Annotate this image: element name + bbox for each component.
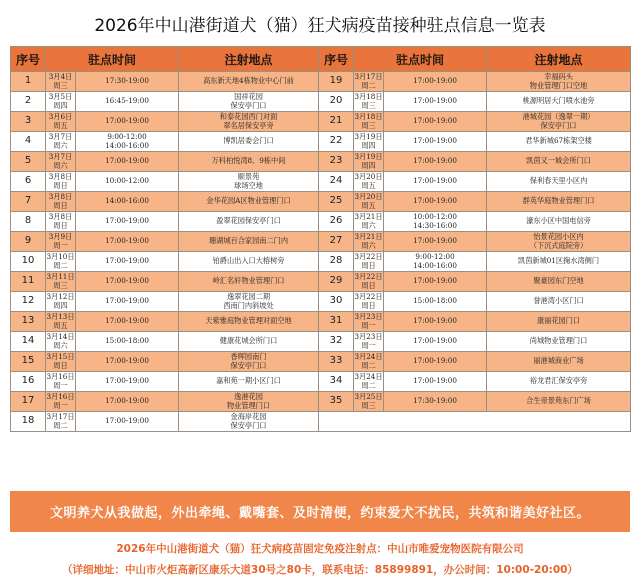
- header-time-right: 驻点时间: [354, 47, 487, 72]
- row-place: 幸福码头 物业管理门口空地: [487, 72, 631, 92]
- row-date: 3月19日 周四: [354, 132, 383, 150]
- row-date: 3月20日 周五: [354, 192, 383, 210]
- row-time: 17:00-19:00: [76, 252, 179, 272]
- row-time: 16:45-19:00: [76, 92, 179, 112]
- row-date: 3月21日 周六: [354, 212, 383, 230]
- row-place: 健康花城会所门口: [179, 332, 319, 352]
- row-place: 高东新天地4栋物业中心门前: [179, 72, 319, 92]
- table-row: [11, 392, 631, 412]
- row-time: 9:00-12:00 14:00-16:00: [384, 252, 487, 272]
- row-place: 濠东小区中国电信旁: [487, 212, 631, 232]
- header-place-left: 注射地点: [179, 47, 319, 72]
- row-number: 12: [11, 292, 46, 312]
- row-number: 26: [319, 212, 354, 232]
- row-place: 群英华庭物业管理门口: [487, 192, 631, 212]
- row-date: 3月8日 周日: [46, 212, 76, 232]
- row-place: 港城花园（逸翠一期） 保安亭门口: [487, 112, 631, 132]
- row-number: 10: [11, 252, 46, 272]
- table-row: [11, 92, 631, 112]
- row-date: 3月12日 周四: [46, 292, 75, 310]
- row-date: 3月8日 周日: [46, 192, 76, 212]
- row-date: 3月7日 周六: [46, 152, 76, 172]
- row-number: 22: [319, 132, 354, 152]
- row-date: 3月16日 周一: [46, 372, 75, 390]
- header-no-right: 序号: [319, 47, 354, 72]
- row-place: 盈翠花园保安亭门口: [179, 212, 319, 232]
- row-time: 17:00-19:00: [76, 352, 179, 372]
- row-place: 万科柏悦湾8、9栋中间: [179, 152, 319, 172]
- row-date: 3月8日 周日: [46, 172, 76, 192]
- row-time: 17:00-19:00: [76, 372, 179, 392]
- row-number: 9: [11, 232, 46, 252]
- empty-cell: [319, 412, 631, 432]
- row-time: 15:00-18:00: [76, 332, 179, 352]
- row-date: 3月16日 周一: [46, 392, 75, 410]
- row-date: 3月22日 周日: [354, 292, 383, 310]
- row-date: 3月20日 周五: [354, 172, 383, 190]
- row-date: 3月11日 周三: [46, 272, 75, 290]
- table-row: [11, 312, 631, 332]
- row-place: 誉港湾小区门口: [487, 292, 631, 312]
- row-date: 3月23日 周一: [354, 312, 383, 330]
- row-place: 君华新城67栋架空楼: [487, 132, 631, 152]
- row-place: 铂爵山出入口大榕树旁: [179, 252, 319, 272]
- row-time: 10:00-12:00 14:30-16:00: [384, 212, 487, 232]
- row-number: 30: [319, 292, 354, 312]
- row-number: 24: [319, 172, 354, 192]
- footer-address-line: （详细地址：中山市火炬高新区康乐大道30号之80卡，联系电话：85899891，办公时间：10:00-20:00）: [62, 564, 578, 576]
- row-time: 17:00-19:00: [384, 172, 487, 192]
- row-place: 怡景花园小区内 （下沉式庭院旁）: [487, 232, 631, 252]
- row-number: 2: [11, 92, 46, 112]
- row-date: 3月10日 周二: [46, 252, 75, 270]
- row-date: 3月24日 周二: [354, 372, 383, 390]
- row-number: 32: [319, 332, 354, 352]
- row-time: 17:00-19:00: [76, 412, 179, 432]
- row-date: 3月17日 周二: [46, 412, 75, 430]
- row-time: 17:00-19:00: [384, 312, 487, 332]
- row-time: 17:00-19:00: [384, 272, 487, 292]
- row-place: 岭汇名轩物业管理门口: [179, 272, 319, 292]
- table-row: [11, 172, 631, 192]
- table-row: [11, 152, 631, 172]
- row-place: 珊湖城百合家园南二门内: [179, 232, 319, 252]
- row-number: 25: [319, 192, 354, 212]
- row-date: 3月18日 周三: [354, 112, 383, 130]
- row-place: 康丽花园门口: [487, 312, 631, 332]
- row-number: 8: [11, 212, 46, 232]
- row-time: 10:00-12:00: [76, 172, 179, 192]
- row-number: 6: [11, 172, 46, 192]
- footer-clinic-line: 2026年中山港街道犬（猫）狂犬病疫苗固定免疫注射点：中山市唯爱宠物医院有限公司: [116, 543, 524, 555]
- row-place: 丽港城商业广场: [487, 352, 631, 372]
- row-place: 嘉和苑一期小区门口: [179, 372, 319, 392]
- row-number: 19: [319, 72, 354, 92]
- row-time: 17:00-19:00: [384, 372, 487, 392]
- table-row: [11, 292, 631, 312]
- table-row: [11, 272, 631, 292]
- table-row: [11, 252, 631, 272]
- row-number: 5: [11, 152, 46, 172]
- row-number: 33: [319, 352, 354, 372]
- row-time: 14:00-16:00: [76, 192, 179, 212]
- table-row: [11, 332, 631, 352]
- row-time: 17:00-19:00: [76, 112, 179, 132]
- row-time: 17:00-19:00: [76, 232, 179, 252]
- page-title: 2026年中山港街道犬（猫）狂犬病疫苗接种驻点信息一览表: [94, 15, 546, 36]
- row-time: 17:00-19:00: [384, 352, 487, 372]
- row-date: 3月22日 周日: [354, 272, 383, 290]
- row-date: 3月25日 周三: [354, 392, 383, 410]
- row-place: 颐景苑 球场空地: [179, 172, 319, 192]
- row-place: 天紫雅庭物业管理对面空地: [179, 312, 319, 332]
- row-time: 17:00-19:00: [384, 92, 487, 112]
- table-row: [11, 192, 631, 212]
- row-date: 3月19日 周四: [354, 152, 383, 170]
- row-number: 17: [11, 392, 46, 412]
- row-number: 7: [11, 192, 46, 212]
- row-number: 27: [319, 232, 354, 252]
- row-place: 尚城物业管理门口: [487, 332, 631, 352]
- row-date: 3月23日 周一: [354, 332, 383, 350]
- row-time: 17:00-19:00: [76, 152, 179, 172]
- row-time: 17:00-19:00: [76, 392, 179, 412]
- row-place: 和泰花园西门对面 翠名居保安亭旁: [179, 112, 319, 132]
- row-place: 逸翠花园二期 西南门内斜坡处: [179, 292, 319, 312]
- row-time: 17:00-19:00: [384, 332, 487, 352]
- row-time: 17:00-19:00: [76, 292, 179, 312]
- row-number: 15: [11, 352, 46, 372]
- row-number: 34: [319, 372, 354, 392]
- row-number: 29: [319, 272, 354, 292]
- row-number: 21: [319, 112, 354, 132]
- row-place: 凯茵又一城会所门口: [487, 152, 631, 172]
- row-place: 金华花园A区物业管理门口: [179, 192, 319, 212]
- row-number: 3: [11, 112, 46, 132]
- row-place: 聚豪园东门空地: [487, 272, 631, 292]
- row-number: 31: [319, 312, 354, 332]
- row-time: 17:00-19:00: [76, 272, 179, 292]
- row-time: 17:00-19:00: [384, 72, 487, 92]
- row-time: 9:00-12:00 14:00-16:00: [76, 132, 179, 152]
- row-time: 15:00-18:00: [384, 292, 487, 312]
- row-time: 17:00-19:00: [384, 152, 487, 172]
- row-place: 凯茵新城01区掬水湾侧门: [487, 252, 631, 272]
- row-place: 金海岸花园 保安亭门口: [179, 412, 319, 432]
- row-date: 3月5日 周四: [46, 92, 76, 112]
- table-header-row: [11, 47, 631, 72]
- row-date: 3月6日 周五: [46, 112, 76, 132]
- row-number: 4: [11, 132, 46, 152]
- row-date: 3月13日 周五: [46, 312, 75, 330]
- schedule-table: [10, 46, 631, 432]
- row-number: 23: [319, 152, 354, 172]
- row-date: 3月18日 周三: [354, 92, 383, 110]
- row-time: 17:00-19:00: [384, 192, 487, 212]
- row-number: 28: [319, 252, 354, 272]
- row-number: 11: [11, 272, 46, 292]
- table-row: [11, 232, 631, 252]
- row-place: 合生帝景苑东门广场: [487, 392, 631, 412]
- row-place: 桃源明居大门喷水池旁: [487, 92, 631, 112]
- row-place: 裕龙君汇保安亭旁: [487, 372, 631, 392]
- row-place: 香晖园南门 保安亭门口: [179, 352, 319, 372]
- slogan-banner: 文明养犬从我做起，外出牵绳、戴嘴套、及时清便，约束爱犬不扰民，共筑和谐美好社区。: [10, 491, 630, 532]
- row-number: 1: [11, 72, 46, 92]
- row-date: 3月17日 周二: [354, 72, 383, 90]
- row-time: 17:00-19:00: [76, 312, 179, 332]
- table-row: [11, 72, 631, 92]
- row-place: 国祥花园 保安亭门口: [179, 92, 319, 112]
- row-date: 3月22日 周日: [354, 252, 383, 270]
- row-date: 3月7日 周六: [46, 132, 76, 152]
- row-date: 3月14日 周六: [46, 332, 75, 350]
- row-date: 3月4日 周三: [46, 72, 76, 92]
- row-number: 18: [11, 412, 46, 432]
- table-row: [11, 112, 631, 132]
- row-number: 20: [319, 92, 354, 112]
- row-place: 博凯居委会门口: [179, 132, 319, 152]
- row-place: 保利春天里小区内: [487, 172, 631, 192]
- table-row: [11, 352, 631, 372]
- row-number: 35: [319, 392, 354, 412]
- table-row: [11, 212, 631, 232]
- row-date: 3月9日 周一: [46, 232, 76, 252]
- header-time-left: 驻点时间: [46, 47, 179, 72]
- row-time: 17:00-19:00: [384, 232, 487, 252]
- row-time: 17:30-19:00: [384, 392, 487, 412]
- row-time: 17:00-19:00: [384, 112, 487, 132]
- row-time: 17:30-19:00: [76, 72, 179, 92]
- row-place: 逸港花园 物业管理门口: [179, 392, 319, 412]
- row-number: 16: [11, 372, 46, 392]
- row-number: 14: [11, 332, 46, 352]
- row-date: 3月15日 周日: [46, 352, 75, 370]
- row-date: 3月24日 周二: [354, 352, 383, 370]
- row-number: 13: [11, 312, 46, 332]
- header-no-left: 序号: [11, 47, 46, 72]
- header-place-right: 注射地点: [487, 47, 631, 72]
- table-row: [11, 372, 631, 392]
- row-time: 17:00-19:00: [76, 212, 179, 232]
- table-row: [11, 412, 631, 432]
- row-time: 17:00-19:00: [384, 132, 487, 152]
- row-date: 3月21日 周六: [354, 232, 383, 250]
- table-row: [11, 132, 631, 152]
